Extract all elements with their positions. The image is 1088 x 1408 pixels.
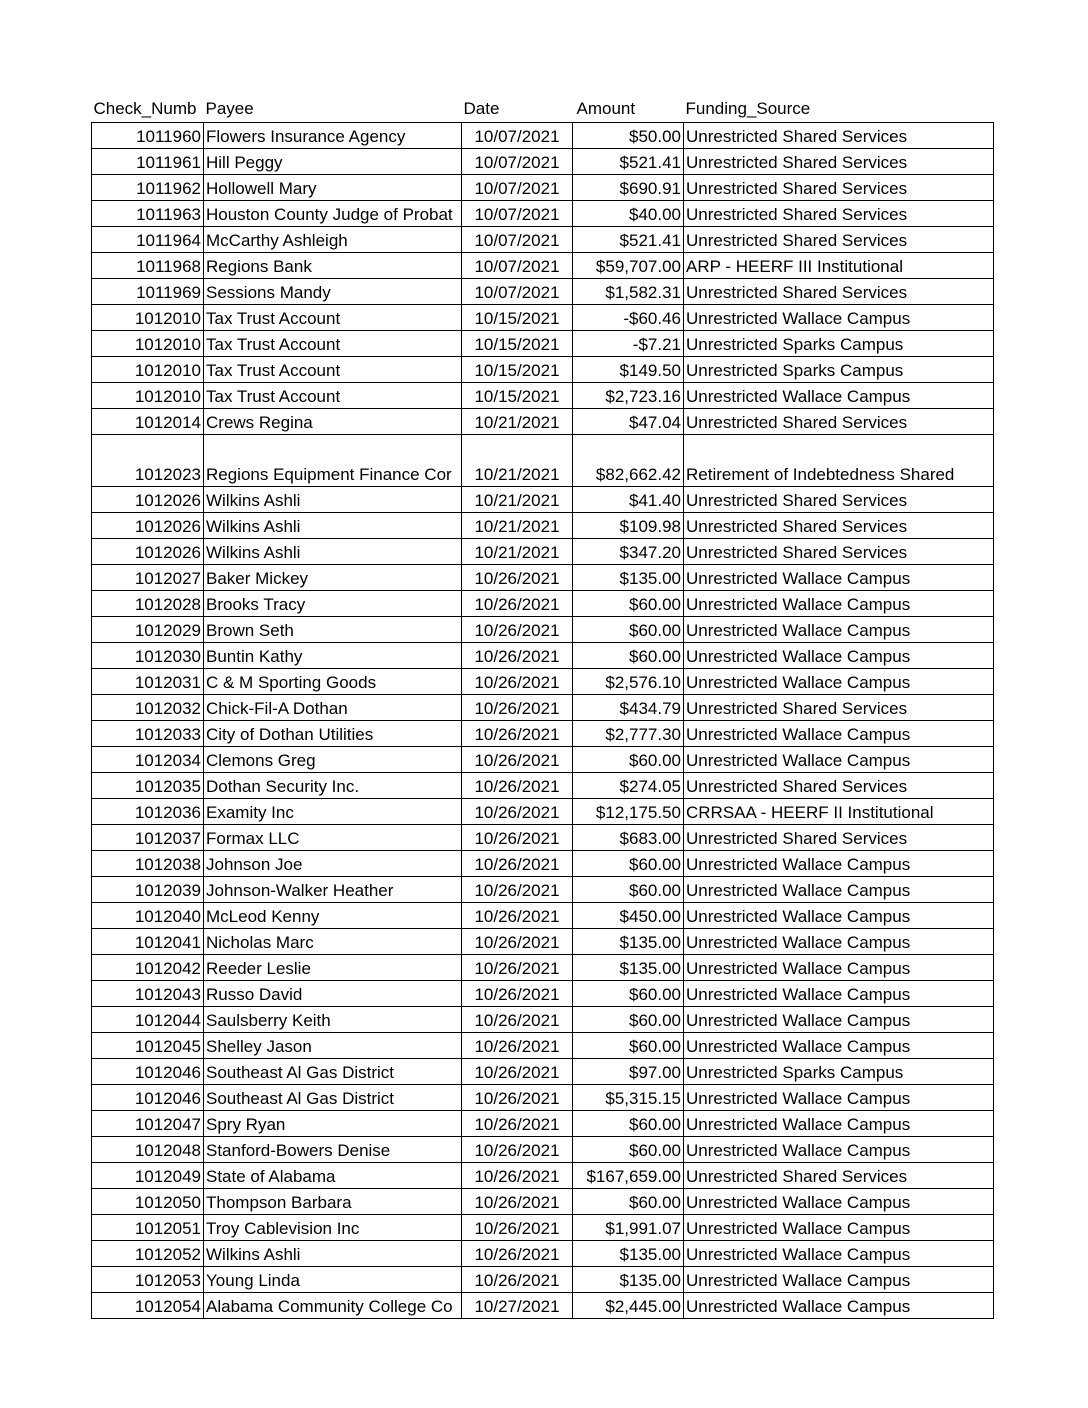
cell-check-number: 1012026 xyxy=(92,513,204,539)
cell-check-number: 1011968 xyxy=(92,253,204,279)
cell-amount: $60.00 xyxy=(573,1033,684,1059)
cell-amount: $60.00 xyxy=(573,1111,684,1137)
cell-amount: $690.91 xyxy=(573,175,684,201)
cell-payee: Johnson-Walker Heather xyxy=(204,877,462,903)
cell-funding-source: Unrestricted Wallace Campus xyxy=(684,1007,994,1033)
cell-date: 10/26/2021 xyxy=(462,1189,573,1215)
cell-payee: Flowers Insurance Agency xyxy=(204,123,462,149)
cell-check-number: 1012050 xyxy=(92,1189,204,1215)
cell-check-number: 1011962 xyxy=(92,175,204,201)
cell-date: 10/26/2021 xyxy=(462,1137,573,1163)
cell-check-number: 1012010 xyxy=(92,305,204,331)
table-row xyxy=(92,591,994,617)
table-row xyxy=(92,721,994,747)
cell-date: 10/21/2021 xyxy=(462,487,573,513)
cell-payee: Spry Ryan xyxy=(204,1111,462,1137)
cell-amount: $2,576.10 xyxy=(573,669,684,695)
cell-check-number: 1012042 xyxy=(92,955,204,981)
cell-date: 10/26/2021 xyxy=(462,747,573,773)
table-row xyxy=(92,669,994,695)
cell-date: 10/26/2021 xyxy=(462,877,573,903)
cell-funding-source: Unrestricted Wallace Campus xyxy=(684,643,994,669)
cell-check-number: 1012054 xyxy=(92,1293,204,1319)
cell-amount: $60.00 xyxy=(573,851,684,877)
cell-check-number: 1012028 xyxy=(92,591,204,617)
table-row xyxy=(92,383,994,409)
table-row xyxy=(92,955,994,981)
table-row xyxy=(92,877,994,903)
cell-date: 10/26/2021 xyxy=(462,1163,573,1189)
table-row xyxy=(92,201,994,227)
table-body xyxy=(92,123,994,1319)
cell-amount: $434.79 xyxy=(573,695,684,721)
cell-funding-source: Unrestricted Shared Services xyxy=(684,539,994,565)
cell-date: 10/26/2021 xyxy=(462,1007,573,1033)
cell-payee: Wilkins Ashli xyxy=(204,513,462,539)
cell-check-number: 1012049 xyxy=(92,1163,204,1189)
cell-payee: Russo David xyxy=(204,981,462,1007)
cell-payee: Thompson Barbara xyxy=(204,1189,462,1215)
cell-amount: $5,315.15 xyxy=(573,1085,684,1111)
table-row xyxy=(92,1033,994,1059)
cell-date: 10/15/2021 xyxy=(462,357,573,383)
cell-payee: State of Alabama xyxy=(204,1163,462,1189)
cell-payee: Buntin Kathy xyxy=(204,643,462,669)
cell-amount: $47.04 xyxy=(573,409,684,435)
table-row xyxy=(92,357,994,383)
cell-amount: $347.20 xyxy=(573,539,684,565)
cell-payee: Saulsberry Keith xyxy=(204,1007,462,1033)
cell-amount: $50.00 xyxy=(573,123,684,149)
cell-funding-source: Unrestricted Wallace Campus xyxy=(684,1137,994,1163)
cell-payee: Stanford-Bowers Denise xyxy=(204,1137,462,1163)
table-row xyxy=(92,1241,994,1267)
cell-amount: $521.41 xyxy=(573,227,684,253)
cell-amount: $60.00 xyxy=(573,1007,684,1033)
cell-payee: Tax Trust Account xyxy=(204,305,462,331)
cell-payee: Examity Inc xyxy=(204,799,462,825)
cell-funding-source: ARP - HEERF III Institutional xyxy=(684,253,994,279)
cell-payee: Tax Trust Account xyxy=(204,383,462,409)
cell-check-number: 1012046 xyxy=(92,1085,204,1111)
check-register-sheet xyxy=(91,96,994,1319)
cell-payee: Baker Mickey xyxy=(204,565,462,591)
cell-funding-source: Unrestricted Shared Services xyxy=(684,1163,994,1189)
cell-check-number: 1012047 xyxy=(92,1111,204,1137)
cell-date: 10/21/2021 xyxy=(462,513,573,539)
cell-funding-source: Unrestricted Wallace Campus xyxy=(684,1293,994,1319)
cell-funding-source: Unrestricted Wallace Campus xyxy=(684,591,994,617)
cell-funding-source: Unrestricted Shared Services xyxy=(684,695,994,721)
header-check-number: Check_Numb xyxy=(93,99,197,118)
cell-payee: Young Linda xyxy=(204,1267,462,1293)
cell-date: 10/26/2021 xyxy=(462,773,573,799)
cell-date: 10/07/2021 xyxy=(462,201,573,227)
cell-date: 10/07/2021 xyxy=(462,253,573,279)
cell-funding-source: Unrestricted Wallace Campus xyxy=(684,305,994,331)
cell-payee: Regions Bank xyxy=(204,253,462,279)
cell-amount: $41.40 xyxy=(573,487,684,513)
cell-check-number: 1012027 xyxy=(92,565,204,591)
table-row xyxy=(92,825,994,851)
cell-amount: $97.00 xyxy=(573,1059,684,1085)
cell-date: 10/07/2021 xyxy=(462,279,573,305)
table-row xyxy=(92,1007,994,1033)
header-date: Date xyxy=(463,99,500,118)
cell-check-number: 1012030 xyxy=(92,643,204,669)
cell-check-number: 1012035 xyxy=(92,773,204,799)
cell-amount: $109.98 xyxy=(573,513,684,539)
table-row xyxy=(92,253,994,279)
cell-payee: Sessions Mandy xyxy=(204,279,462,305)
cell-amount: $59,707.00 xyxy=(573,253,684,279)
cell-payee: Hill Peggy xyxy=(204,149,462,175)
cell-payee: C & M Sporting Goods xyxy=(204,669,462,695)
cell-date: 10/26/2021 xyxy=(462,1111,573,1137)
cell-check-number: 1012026 xyxy=(92,539,204,565)
cell-amount: $60.00 xyxy=(573,617,684,643)
cell-payee: McCarthy Ashleigh xyxy=(204,227,462,253)
cell-check-number: 1012023 xyxy=(92,435,204,487)
cell-date: 10/26/2021 xyxy=(462,1215,573,1241)
table-row xyxy=(92,1137,994,1163)
cell-amount: $135.00 xyxy=(573,929,684,955)
cell-check-number: 1012036 xyxy=(92,799,204,825)
table-row xyxy=(92,799,994,825)
cell-funding-source: Unrestricted Shared Services xyxy=(684,409,994,435)
cell-amount: $60.00 xyxy=(573,981,684,1007)
cell-payee: Crews Regina xyxy=(204,409,462,435)
cell-payee: Wilkins Ashli xyxy=(204,539,462,565)
cell-funding-source: Unrestricted Shared Services xyxy=(684,825,994,851)
table-row xyxy=(92,1267,994,1293)
cell-check-number: 1012051 xyxy=(92,1215,204,1241)
cell-funding-source: Unrestricted Shared Services xyxy=(684,773,994,799)
table-row xyxy=(92,539,994,565)
cell-date: 10/26/2021 xyxy=(462,903,573,929)
cell-funding-source: Retirement of Indebtedness Shared xyxy=(684,435,994,487)
cell-check-number: 1012031 xyxy=(92,669,204,695)
table-row xyxy=(92,175,994,201)
cell-date: 10/26/2021 xyxy=(462,643,573,669)
cell-date: 10/26/2021 xyxy=(462,955,573,981)
header-row xyxy=(92,96,994,123)
cell-payee: Reeder Leslie xyxy=(204,955,462,981)
cell-amount: $60.00 xyxy=(573,1137,684,1163)
cell-date: 10/07/2021 xyxy=(462,175,573,201)
cell-check-number: 1012029 xyxy=(92,617,204,643)
cell-amount: $274.05 xyxy=(573,773,684,799)
cell-payee: Brown Seth xyxy=(204,617,462,643)
cell-date: 10/26/2021 xyxy=(462,1267,573,1293)
cell-check-number: 1012010 xyxy=(92,357,204,383)
cell-check-number: 1012010 xyxy=(92,383,204,409)
table-row xyxy=(92,1293,994,1319)
cell-date: 10/26/2021 xyxy=(462,981,573,1007)
table-row xyxy=(92,1215,994,1241)
cell-funding-source: CRRSAA - HEERF II Institutional xyxy=(684,799,994,825)
cell-date: 10/26/2021 xyxy=(462,591,573,617)
cell-amount: $521.41 xyxy=(573,149,684,175)
cell-funding-source: Unrestricted Shared Services xyxy=(684,149,994,175)
cell-payee: Alabama Community College Co xyxy=(204,1293,462,1319)
cell-date: 10/26/2021 xyxy=(462,1241,573,1267)
cell-date: 10/21/2021 xyxy=(462,435,573,487)
cell-date: 10/26/2021 xyxy=(462,799,573,825)
table-row xyxy=(92,331,994,357)
cell-funding-source: Unrestricted Shared Services xyxy=(684,279,994,305)
cell-funding-source: Unrestricted Sparks Campus xyxy=(684,1059,994,1085)
cell-funding-source: Unrestricted Wallace Campus xyxy=(684,1215,994,1241)
cell-funding-source: Unrestricted Shared Services xyxy=(684,123,994,149)
cell-check-number: 1011963 xyxy=(92,201,204,227)
cell-payee: McLeod Kenny xyxy=(204,903,462,929)
cell-date: 10/26/2021 xyxy=(462,1033,573,1059)
cell-payee: Nicholas Marc xyxy=(204,929,462,955)
cell-funding-source: Unrestricted Shared Services xyxy=(684,487,994,513)
cell-amount: $2,445.00 xyxy=(573,1293,684,1319)
cell-funding-source: Unrestricted Wallace Campus xyxy=(684,1033,994,1059)
table-row xyxy=(92,747,994,773)
cell-amount: -$7.21 xyxy=(573,331,684,357)
header-amount: Amount xyxy=(576,99,636,118)
cell-amount: $135.00 xyxy=(573,955,684,981)
cell-payee: City of Dothan Utilities xyxy=(204,721,462,747)
cell-check-number: 1012038 xyxy=(92,851,204,877)
cell-payee: Troy Cablevision Inc xyxy=(204,1215,462,1241)
cell-date: 10/15/2021 xyxy=(462,331,573,357)
cell-funding-source: Unrestricted Wallace Campus xyxy=(684,903,994,929)
cell-check-number: 1012032 xyxy=(92,695,204,721)
table-row xyxy=(92,1111,994,1137)
cell-date: 10/26/2021 xyxy=(462,825,573,851)
cell-date: 10/26/2021 xyxy=(462,1085,573,1111)
cell-date: 10/27/2021 xyxy=(462,1293,573,1319)
table-row xyxy=(92,123,994,149)
cell-amount: $2,723.16 xyxy=(573,383,684,409)
cell-amount: $135.00 xyxy=(573,1241,684,1267)
table-row xyxy=(92,695,994,721)
cell-check-number: 1012046 xyxy=(92,1059,204,1085)
check-register-table xyxy=(91,96,994,1319)
cell-check-number: 1012037 xyxy=(92,825,204,851)
cell-funding-source: Unrestricted Wallace Campus xyxy=(684,877,994,903)
cell-payee: Houston County Judge of Probat xyxy=(204,201,462,227)
cell-date: 10/26/2021 xyxy=(462,617,573,643)
cell-funding-source: Unrestricted Wallace Campus xyxy=(684,617,994,643)
cell-date: 10/07/2021 xyxy=(462,123,573,149)
cell-date: 10/26/2021 xyxy=(462,1059,573,1085)
cell-funding-source: Unrestricted Shared Services xyxy=(684,175,994,201)
cell-amount: $2,777.30 xyxy=(573,721,684,747)
cell-funding-source: Unrestricted Wallace Campus xyxy=(684,851,994,877)
header-payee: Payee xyxy=(205,99,254,118)
table-row xyxy=(92,409,994,435)
cell-check-number: 1012048 xyxy=(92,1137,204,1163)
cell-check-number: 1012043 xyxy=(92,981,204,1007)
table-row xyxy=(92,487,994,513)
cell-payee: Tax Trust Account xyxy=(204,331,462,357)
cell-amount: $40.00 xyxy=(573,201,684,227)
cell-amount: -$60.46 xyxy=(573,305,684,331)
header-funding-source: Funding_Source xyxy=(685,99,811,118)
cell-funding-source: Unrestricted Shared Services xyxy=(684,513,994,539)
table-row xyxy=(92,1189,994,1215)
cell-funding-source: Unrestricted Wallace Campus xyxy=(684,929,994,955)
cell-funding-source: Unrestricted Sparks Campus xyxy=(684,357,994,383)
cell-payee: Formax LLC xyxy=(204,825,462,851)
cell-funding-source: Unrestricted Wallace Campus xyxy=(684,955,994,981)
cell-check-number: 1012033 xyxy=(92,721,204,747)
cell-date: 10/07/2021 xyxy=(462,149,573,175)
table-row xyxy=(92,617,994,643)
cell-amount: $167,659.00 xyxy=(573,1163,684,1189)
cell-funding-source: Unrestricted Wallace Campus xyxy=(684,1241,994,1267)
cell-date: 10/21/2021 xyxy=(462,409,573,435)
cell-payee: Clemons Greg xyxy=(204,747,462,773)
table-row xyxy=(92,1085,994,1111)
cell-payee: Chick-Fil-A Dothan xyxy=(204,695,462,721)
table-row xyxy=(92,773,994,799)
cell-payee: Johnson Joe xyxy=(204,851,462,877)
cell-funding-source: Unrestricted Wallace Campus xyxy=(684,1111,994,1137)
cell-check-number: 1012044 xyxy=(92,1007,204,1033)
table-row xyxy=(92,643,994,669)
table-row xyxy=(92,851,994,877)
cell-funding-source: Unrestricted Wallace Campus xyxy=(684,383,994,409)
cell-date: 10/21/2021 xyxy=(462,539,573,565)
cell-payee: Brooks Tracy xyxy=(204,591,462,617)
cell-amount: $60.00 xyxy=(573,591,684,617)
cell-check-number: 1011964 xyxy=(92,227,204,253)
cell-funding-source: Unrestricted Wallace Campus xyxy=(684,981,994,1007)
cell-check-number: 1012040 xyxy=(92,903,204,929)
cell-date: 10/26/2021 xyxy=(462,669,573,695)
cell-funding-source: Unrestricted Wallace Campus xyxy=(684,1189,994,1215)
cell-date: 10/26/2021 xyxy=(462,695,573,721)
cell-payee: Wilkins Ashli xyxy=(204,487,462,513)
cell-check-number: 1012026 xyxy=(92,487,204,513)
cell-check-number: 1011960 xyxy=(92,123,204,149)
cell-payee: Regions Equipment Finance Cor xyxy=(204,435,462,487)
cell-check-number: 1011969 xyxy=(92,279,204,305)
cell-amount: $149.50 xyxy=(573,357,684,383)
cell-amount: $450.00 xyxy=(573,903,684,929)
cell-date: 10/26/2021 xyxy=(462,721,573,747)
cell-check-number: 1012039 xyxy=(92,877,204,903)
cell-funding-source: Unrestricted Shared Services xyxy=(684,201,994,227)
cell-funding-source: Unrestricted Shared Services xyxy=(684,227,994,253)
cell-payee: Southeast Al Gas District xyxy=(204,1059,462,1085)
cell-payee: Southeast Al Gas District xyxy=(204,1085,462,1111)
cell-check-number: 1012010 xyxy=(92,331,204,357)
table-row xyxy=(92,149,994,175)
cell-amount: $135.00 xyxy=(573,1267,684,1293)
cell-amount: $60.00 xyxy=(573,877,684,903)
cell-amount: $60.00 xyxy=(573,747,684,773)
cell-amount: $82,662.42 xyxy=(573,435,684,487)
table-row xyxy=(92,513,994,539)
cell-amount: $135.00 xyxy=(573,565,684,591)
cell-amount: $1,991.07 xyxy=(573,1215,684,1241)
cell-funding-source: Unrestricted Sparks Campus xyxy=(684,331,994,357)
cell-check-number: 1012034 xyxy=(92,747,204,773)
cell-amount: $683.00 xyxy=(573,825,684,851)
cell-date: 10/15/2021 xyxy=(462,305,573,331)
cell-funding-source: Unrestricted Wallace Campus xyxy=(684,1267,994,1293)
cell-check-number: 1012052 xyxy=(92,1241,204,1267)
cell-payee: Wilkins Ashli xyxy=(204,1241,462,1267)
cell-funding-source: Unrestricted Wallace Campus xyxy=(684,669,994,695)
cell-date: 10/07/2021 xyxy=(462,227,573,253)
cell-funding-source: Unrestricted Wallace Campus xyxy=(684,747,994,773)
cell-check-number: 1012014 xyxy=(92,409,204,435)
cell-check-number: 1012045 xyxy=(92,1033,204,1059)
cell-date: 10/15/2021 xyxy=(462,383,573,409)
table-row xyxy=(92,305,994,331)
cell-check-number: 1012041 xyxy=(92,929,204,955)
cell-amount: $12,175.50 xyxy=(573,799,684,825)
cell-check-number: 1011961 xyxy=(92,149,204,175)
cell-date: 10/26/2021 xyxy=(462,565,573,591)
table-row xyxy=(92,435,994,487)
cell-amount: $1,582.31 xyxy=(573,279,684,305)
table-row xyxy=(92,1059,994,1085)
cell-payee: Dothan Security Inc. xyxy=(204,773,462,799)
cell-funding-source: Unrestricted Wallace Campus xyxy=(684,565,994,591)
cell-date: 10/26/2021 xyxy=(462,929,573,955)
cell-amount: $60.00 xyxy=(573,1189,684,1215)
cell-funding-source: Unrestricted Wallace Campus xyxy=(684,721,994,747)
table-row xyxy=(92,1163,994,1189)
cell-funding-source: Unrestricted Wallace Campus xyxy=(684,1085,994,1111)
cell-payee: Hollowell Mary xyxy=(204,175,462,201)
cell-amount: $60.00 xyxy=(573,643,684,669)
table-row xyxy=(92,981,994,1007)
cell-date: 10/26/2021 xyxy=(462,851,573,877)
table-row xyxy=(92,227,994,253)
cell-payee: Shelley Jason xyxy=(204,1033,462,1059)
cell-check-number: 1012053 xyxy=(92,1267,204,1293)
table-row xyxy=(92,903,994,929)
table-row xyxy=(92,279,994,305)
cell-payee: Tax Trust Account xyxy=(204,357,462,383)
table-row xyxy=(92,929,994,955)
table-row xyxy=(92,565,994,591)
